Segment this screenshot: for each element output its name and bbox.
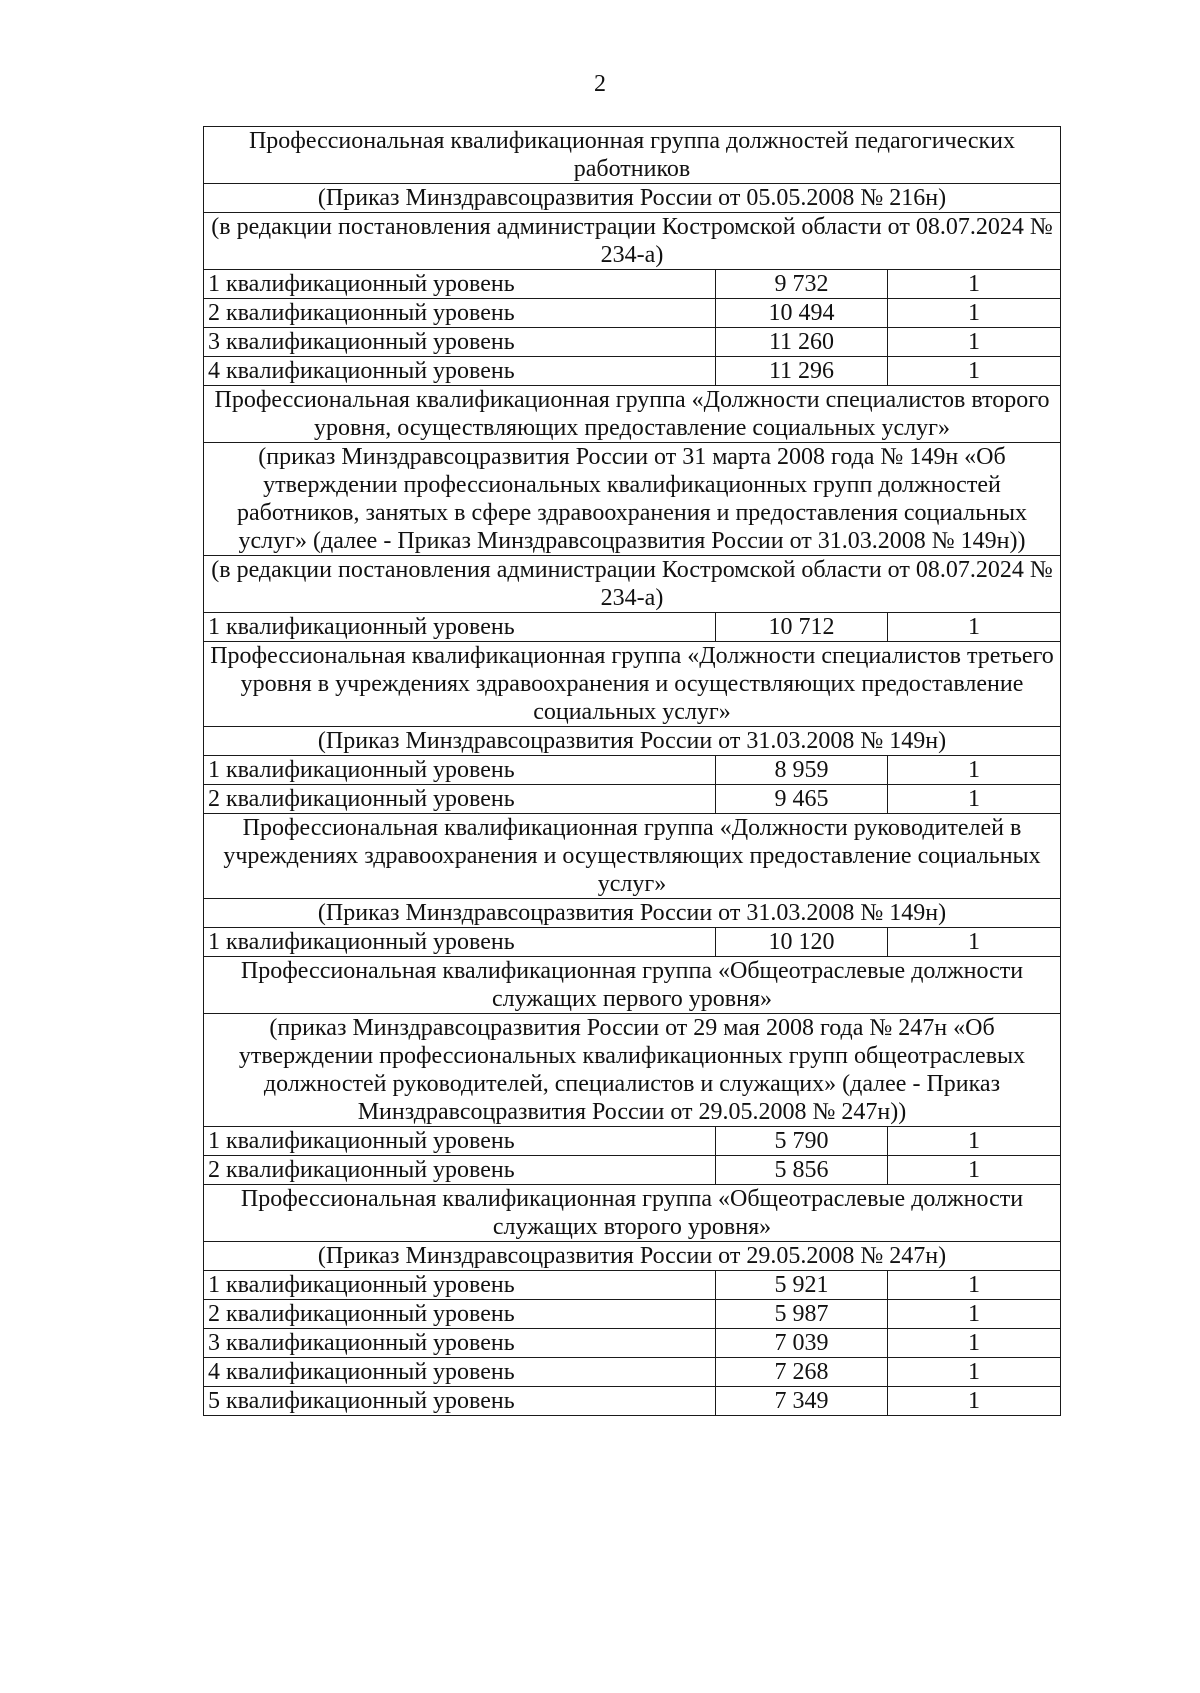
level-coefficient-value: 1	[888, 1358, 1061, 1387]
level-coefficient-value: 1	[888, 1300, 1061, 1329]
qualification-level-row	[204, 1127, 1061, 1156]
group-reference: (приказ Минздравсоцразвития России от 29 мая 2008 года № 247н «Об утверждении профессиональных квалификационных групп общеотраслевых должностей руководителей, специалистов и служащих» (далее - Приказ Минздравсоцразвития России от 29.05.2008 № 247н))	[204, 1014, 1061, 1127]
level-coefficient-value: 1	[888, 270, 1061, 299]
level-salary-value: 5 921	[716, 1271, 888, 1300]
group-reference: (в редакции постановления администрации Костромской области от 08.07.2024 № 234-а)	[204, 556, 1061, 613]
qualification-level-name: 2 квалификационный уровень	[204, 1300, 716, 1329]
level-salary-value: 9 732	[716, 270, 888, 299]
level-salary-value: 9 465	[716, 785, 888, 814]
group-reference: (Приказ Минздравсоцразвития России от 31.03.2008 № 149н)	[204, 899, 1061, 928]
group-title-row	[204, 1185, 1061, 1242]
group-title-row	[204, 386, 1061, 443]
qualification-level-name: 4 квалификационный уровень	[204, 1358, 716, 1387]
level-salary-value: 7 349	[716, 1387, 888, 1416]
page-number: 2	[594, 71, 606, 97]
salary-table	[203, 126, 1061, 1416]
qualification-level-name: 1 квалификационный уровень	[204, 270, 716, 299]
qualification-level-name: 1 квалификационный уровень	[204, 1127, 716, 1156]
qualification-level-row	[204, 1271, 1061, 1300]
salary-table-body	[204, 127, 1061, 1416]
level-salary-value: 7 039	[716, 1329, 888, 1358]
qualification-level-name: 4 квалификационный уровень	[204, 357, 716, 386]
level-coefficient-value: 1	[888, 1329, 1061, 1358]
group-reference-row	[204, 556, 1061, 613]
qualification-level-name: 3 квалификационный уровень	[204, 1329, 716, 1358]
level-salary-value: 8 959	[716, 756, 888, 785]
qualification-level-row	[204, 1387, 1061, 1416]
group-title-row	[204, 642, 1061, 727]
qualification-level-row	[204, 756, 1061, 785]
group-title-row	[204, 957, 1061, 1014]
level-salary-value: 10 120	[716, 928, 888, 957]
qualification-level-row	[204, 270, 1061, 299]
qualification-level-row	[204, 357, 1061, 386]
level-salary-value: 10 712	[716, 613, 888, 642]
qualification-level-name: 1 квалификационный уровень	[204, 613, 716, 642]
level-coefficient-value: 1	[888, 785, 1061, 814]
level-coefficient-value: 1	[888, 299, 1061, 328]
level-salary-value: 10 494	[716, 299, 888, 328]
level-salary-value: 5 790	[716, 1127, 888, 1156]
group-title: Профессиональная квалификационная группа «Общеотраслевые должности служащих первого уровня»	[204, 957, 1061, 1014]
qualification-level-name: 1 квалификационный уровень	[204, 756, 716, 785]
level-coefficient-value: 1	[888, 1156, 1061, 1185]
group-reference: (Приказ Минздравсоцразвития России от 29.05.2008 № 247н)	[204, 1242, 1061, 1271]
qualification-level-name: 1 квалификационный уровень	[204, 1271, 716, 1300]
group-reference-row	[204, 184, 1061, 213]
group-title: Профессиональная квалификационная группа «Должности руководителей в учреждениях здравоохранения и осуществляющих предоставление социальных услуг»	[204, 814, 1061, 899]
group-title-row	[204, 814, 1061, 899]
level-salary-value: 11 296	[716, 357, 888, 386]
qualification-level-row	[204, 1156, 1061, 1185]
level-salary-value: 5 856	[716, 1156, 888, 1185]
group-reference-row	[204, 727, 1061, 756]
group-reference: (Приказ Минздравсоцразвития России от 31.03.2008 № 149н)	[204, 727, 1061, 756]
qualification-level-row	[204, 613, 1061, 642]
level-salary-value: 11 260	[716, 328, 888, 357]
qualification-level-row	[204, 1329, 1061, 1358]
level-coefficient-value: 1	[888, 756, 1061, 785]
level-coefficient-value: 1	[888, 613, 1061, 642]
qualification-level-name: 2 квалификационный уровень	[204, 299, 716, 328]
qualification-level-row	[204, 1358, 1061, 1387]
group-title-row	[204, 127, 1061, 184]
group-title: Профессиональная квалификационная группа «Должности специалистов третьего уровня в учреждениях здравоохранения и осуществляющих предоставление социальных услуг»	[204, 642, 1061, 727]
qualification-level-name: 2 квалификационный уровень	[204, 785, 716, 814]
qualification-level-row	[204, 1300, 1061, 1329]
group-reference-row	[204, 213, 1061, 270]
qualification-level-row	[204, 299, 1061, 328]
group-reference-row	[204, 1014, 1061, 1127]
level-coefficient-value: 1	[888, 357, 1061, 386]
level-coefficient-value: 1	[888, 928, 1061, 957]
group-reference: (приказ Минздравсоцразвития России от 31 марта 2008 года № 149н «Об утверждении профессиональных квалификационных групп должностей работников, занятых в сфере здравоохранения и предоставления социальных услуг» (далее - Приказ Минздравсоцразвития России от 31.03.2008 № 149н))	[204, 443, 1061, 556]
level-coefficient-value: 1	[888, 1387, 1061, 1416]
level-coefficient-value: 1	[888, 1127, 1061, 1156]
group-reference: (в редакции постановления администрации Костромской области от 08.07.2024 № 234-а)	[204, 213, 1061, 270]
group-title: Профессиональная квалификационная группа «Общеотраслевые должности служащих второго уровня»	[204, 1185, 1061, 1242]
qualification-level-name: 5 квалификационный уровень	[204, 1387, 716, 1416]
group-reference-row	[204, 899, 1061, 928]
level-coefficient-value: 1	[888, 328, 1061, 357]
group-title: Профессиональная квалификационная группа должностей педагогических работников	[204, 127, 1061, 184]
level-salary-value: 7 268	[716, 1358, 888, 1387]
level-coefficient-value: 1	[888, 1271, 1061, 1300]
qualification-level-name: 3 квалификационный уровень	[204, 328, 716, 357]
group-title: Профессиональная квалификационная группа «Должности специалистов второго уровня, осуществляющих предоставление социальных услуг»	[204, 386, 1061, 443]
group-reference-row	[204, 1242, 1061, 1271]
group-reference: (Приказ Минздравсоцразвития России от 05.05.2008 № 216н)	[204, 184, 1061, 213]
group-reference-row	[204, 443, 1061, 556]
qualification-level-name: 1 квалификационный уровень	[204, 928, 716, 957]
level-salary-value: 5 987	[716, 1300, 888, 1329]
qualification-level-row	[204, 328, 1061, 357]
qualification-level-row	[204, 785, 1061, 814]
qualification-level-row	[204, 928, 1061, 957]
qualification-level-name: 2 квалификационный уровень	[204, 1156, 716, 1185]
